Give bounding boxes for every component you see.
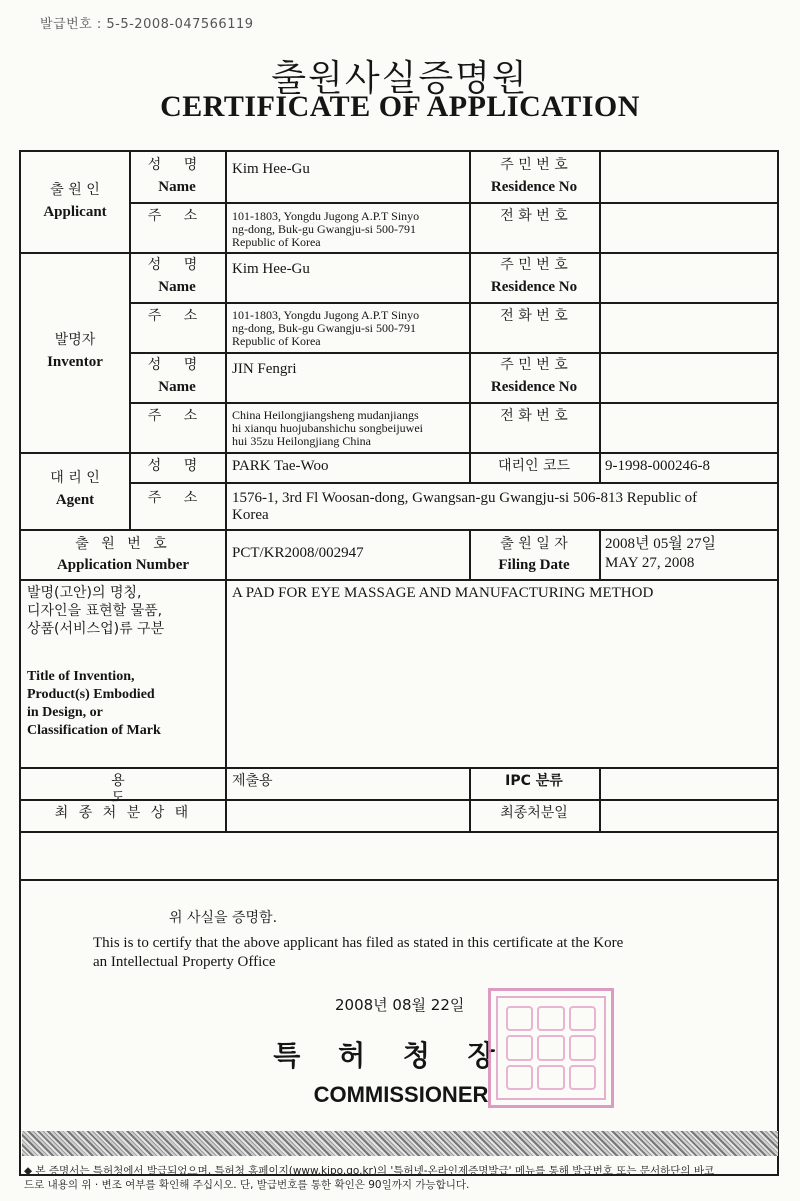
certificate-table — [19, 150, 779, 1176]
title-label: Classification of Mark — [27, 723, 161, 738]
inventor-address: 101-1803, Yongdu Jugong A.P.T Sinyo — [232, 308, 420, 322]
inventor-address: Republic of Korea — [232, 334, 321, 348]
title-label-ko: 상품(서비스업)류 구분 — [27, 621, 165, 637]
residence-label-ko: 주 민 번 호 — [500, 357, 568, 373]
rule — [21, 452, 779, 454]
name-label-ko: 성 명 — [147, 458, 207, 474]
applicant-address: ng-dong, Buk-gu Gwangju-si 500-791 — [232, 222, 416, 236]
agent-name: PARK Tae-Woo — [232, 458, 329, 474]
agent-label-ko: 대 리 인 — [50, 470, 100, 486]
rule — [225, 152, 227, 529]
title-label: Product(s) Embodied — [27, 687, 155, 702]
phone-label-ko: 전 화 번 호 — [500, 408, 568, 424]
inventor-address: hi xianqu huojubanshichu songbeijuwei — [232, 421, 423, 435]
agent-address: 1576-1, 3rd Fl Woosan-dong, Gwangsan-gu Gwangju-si 506-813 Republic of — [232, 490, 698, 506]
filing-date-label: Filing Date — [498, 557, 570, 573]
inventor-address: China Heilongjiangsheng mudanjiangs — [232, 408, 419, 422]
name-label-ko: 성 명 — [147, 257, 207, 273]
name-label-ko: 성 명 — [147, 157, 207, 173]
invention-title: A PAD FOR EYE MASSAGE AND MANUFACTURING METHOD — [232, 585, 654, 601]
inventor-name: JIN Fengri — [232, 361, 297, 377]
title-label: in Design, or — [27, 705, 103, 720]
address-label-ko: 주 소 — [147, 408, 207, 424]
footer-note: 드로 내용의 위 · 변조 여부를 확인해 주십시오. 단, 발급번호를 통한 확인은 90일까지 가능합니다. — [24, 1179, 470, 1191]
rule — [129, 482, 779, 484]
residence-label-ko: 주 민 번 호 — [500, 157, 568, 173]
agent-address: Korea — [232, 507, 269, 523]
rule — [21, 529, 779, 531]
document-title: CERTIFICATE OF APPLICATION — [160, 90, 640, 123]
applicant-name: Kim Hee-Gu — [232, 161, 310, 177]
final-date-label-ko: 최종처분일 — [500, 805, 568, 821]
rule — [599, 529, 601, 579]
inventor-label-ko: 발명자 — [54, 332, 96, 348]
filing-date-ko: 2008년 05월 27일 — [605, 536, 716, 552]
use-label-ko: 용 도 — [111, 773, 185, 806]
inventor-address: ng-dong, Buk-gu Gwangju-si 500-791 — [232, 321, 416, 335]
title-label-ko: 디자인을 표현할 물품, — [27, 603, 163, 619]
phone-label-ko: 전 화 번 호 — [500, 308, 568, 324]
application-number-label: Application Number — [56, 557, 190, 573]
issue-number: 발급번호 : 5-5-2008-047566119 — [40, 17, 254, 32]
rule — [599, 152, 601, 482]
filing-date-label-ko: 출 원 일 자 — [500, 536, 568, 552]
address-label-ko: 주 소 — [147, 490, 207, 506]
name-label: Name — [158, 379, 196, 395]
certify-date: 2008년 08월 22일 — [335, 996, 465, 1014]
address-label-ko: 주 소 — [147, 208, 207, 224]
rule — [21, 767, 779, 769]
residence-label: Residence No — [490, 179, 578, 195]
footer-note: ◆ 본 증명서는 특허청에서 발급되었으며, 특허청 홈페이지(www.kipo.go.kr)의 '특허넷-온라인제증명발급' 메뉴를 통해 발급번호 또는 문서하단의 바코 — [24, 1165, 715, 1177]
applicant-address: Republic of Korea — [232, 235, 321, 249]
title-label: Title of Invention, — [27, 669, 135, 684]
final-status-label-ko: 최 종 처 분 상 태 — [54, 805, 192, 821]
certify-statement-ko: 위 사실을 증명함. — [169, 910, 278, 926]
phone-label-ko: 전 화 번 호 — [500, 208, 568, 224]
barcode-strip — [22, 1131, 778, 1156]
agent-code-label-ko: 대리인 코드 — [497, 458, 571, 474]
address-label-ko: 주 소 — [147, 308, 207, 324]
certify-statement: This is to certify that the above applicant has filed as stated in this certificate at the Kore — [93, 935, 624, 951]
document-title-korean: 출원사실증명원 — [271, 58, 529, 99]
application-number-label-ko: 출 원 번 호 — [75, 536, 171, 552]
residence-label: Residence No — [490, 279, 578, 295]
rule — [129, 202, 779, 204]
rule — [129, 352, 779, 354]
rule — [129, 402, 779, 404]
issuer-title: COMMISSIONER — [313, 1082, 489, 1107]
official-seal — [488, 988, 614, 1108]
applicant-address: 101-1803, Yongdu Jugong A.P.T Sinyo — [232, 209, 420, 223]
applicant-label: Applicant — [43, 204, 107, 220]
rule — [129, 302, 779, 304]
ipc-label: IPC 분류 — [505, 773, 563, 789]
rule — [21, 252, 779, 254]
inventor-name: Kim Hee-Gu — [232, 261, 310, 277]
name-label: Name — [158, 179, 196, 195]
inventor-label: Inventor — [47, 354, 103, 370]
rule — [225, 529, 227, 831]
agent-code: 9-1998-000246-8 — [605, 458, 710, 474]
rule — [21, 879, 779, 881]
filing-date: MAY 27, 2008 — [605, 555, 695, 571]
use-value: 제출용 — [232, 773, 273, 789]
residence-label-ko: 주 민 번 호 — [500, 257, 568, 273]
issuer-title-ko: 특 허 청 장 — [273, 1039, 509, 1072]
application-number: PCT/KR2008/002947 — [232, 545, 364, 561]
rule — [599, 767, 601, 831]
rule — [21, 579, 779, 581]
applicant-label-ko: 출 원 인 — [50, 182, 100, 198]
certify-statement: an Intellectual Property Office — [93, 954, 276, 970]
name-label-ko: 성 명 — [147, 357, 207, 373]
name-label: Name — [158, 279, 196, 295]
agent-label: Agent — [55, 492, 95, 508]
rule — [21, 831, 779, 833]
title-label-ko: 발명(고안)의 명칭, — [27, 585, 142, 601]
residence-label: Residence No — [490, 379, 578, 395]
inventor-address: hui 35zu Heilongjiang China — [232, 434, 371, 448]
